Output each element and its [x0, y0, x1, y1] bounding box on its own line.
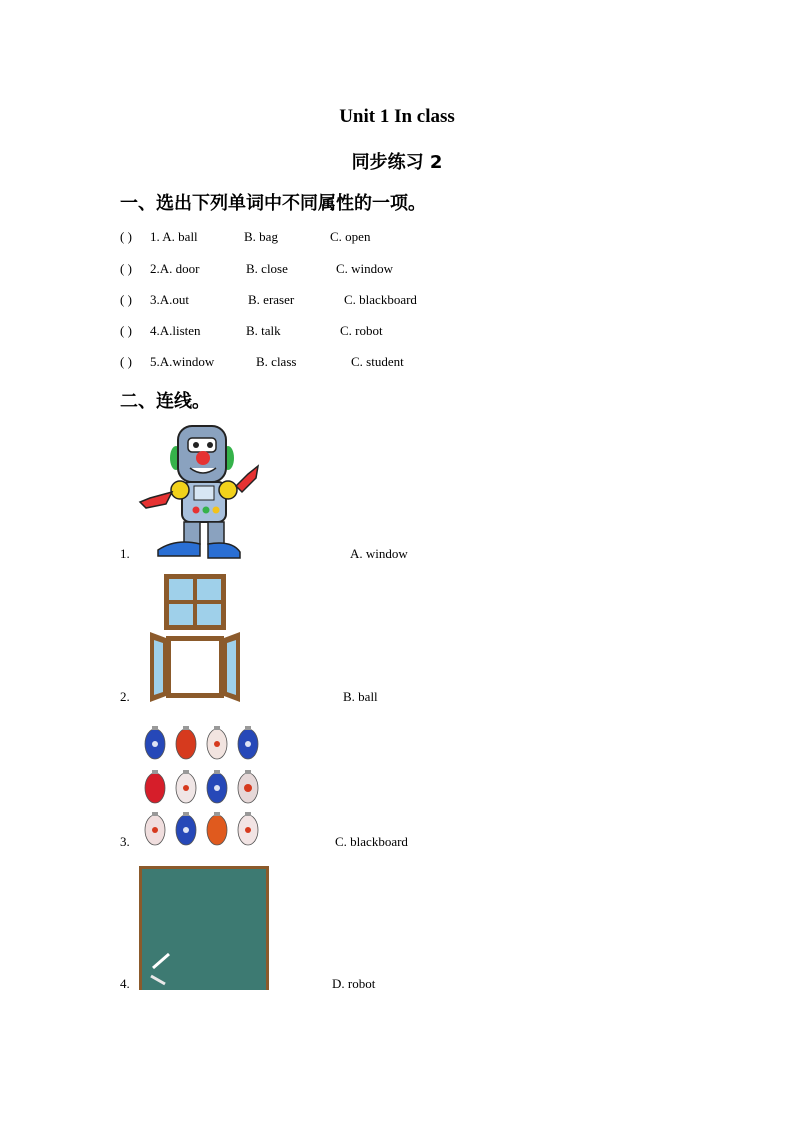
match-option: A. window — [350, 546, 408, 561]
page-title: Unit 1 In class — [339, 106, 455, 127]
question-paren: ( ) — [120, 229, 132, 244]
question-option-c: C. blackboard — [344, 292, 417, 307]
question-option-c: C. window — [336, 261, 394, 276]
question-option-a: 5.A.window — [150, 354, 215, 369]
section2-heading: 二、连线。 — [120, 391, 210, 412]
balls-picture — [140, 722, 264, 848]
question-option-b: B. close — [246, 261, 288, 276]
match-option: B. ball — [343, 689, 378, 704]
question-paren: ( ) — [120, 354, 132, 369]
blackboard-picture — [139, 866, 269, 990]
question-paren: ( ) — [120, 261, 132, 276]
question-option-b: B. eraser — [248, 292, 295, 307]
match-number: 1. — [120, 546, 130, 561]
match-option: D. robot — [332, 976, 376, 991]
question-option-b: B. bag — [244, 229, 278, 244]
section1-heading: 一、选出下列单词中不同属性的一项。 — [120, 193, 426, 214]
match-number: 3. — [120, 834, 130, 849]
match-option: C. blackboard — [335, 834, 408, 849]
window-picture — [146, 572, 244, 702]
robot-picture — [136, 420, 260, 560]
question-paren: ( ) — [120, 292, 132, 307]
question-option-a: 3.A.out — [150, 292, 189, 307]
match-number: 2. — [120, 689, 130, 704]
question-option-c: C. student — [351, 354, 404, 369]
question-option-c: C. robot — [340, 323, 383, 338]
question-option-b: B. class — [256, 354, 297, 369]
question-paren: ( ) — [120, 323, 132, 338]
question-option-c: C. open — [330, 229, 371, 244]
match-number: 4. — [120, 976, 130, 991]
question-option-a: 4.A.listen — [150, 323, 201, 338]
question-option-a: 1. A. ball — [150, 229, 198, 244]
question-option-b: B. talk — [246, 323, 281, 338]
question-option-a: 2.A. door — [150, 261, 200, 276]
page-subtitle: 同步练习 2 — [351, 152, 443, 173]
